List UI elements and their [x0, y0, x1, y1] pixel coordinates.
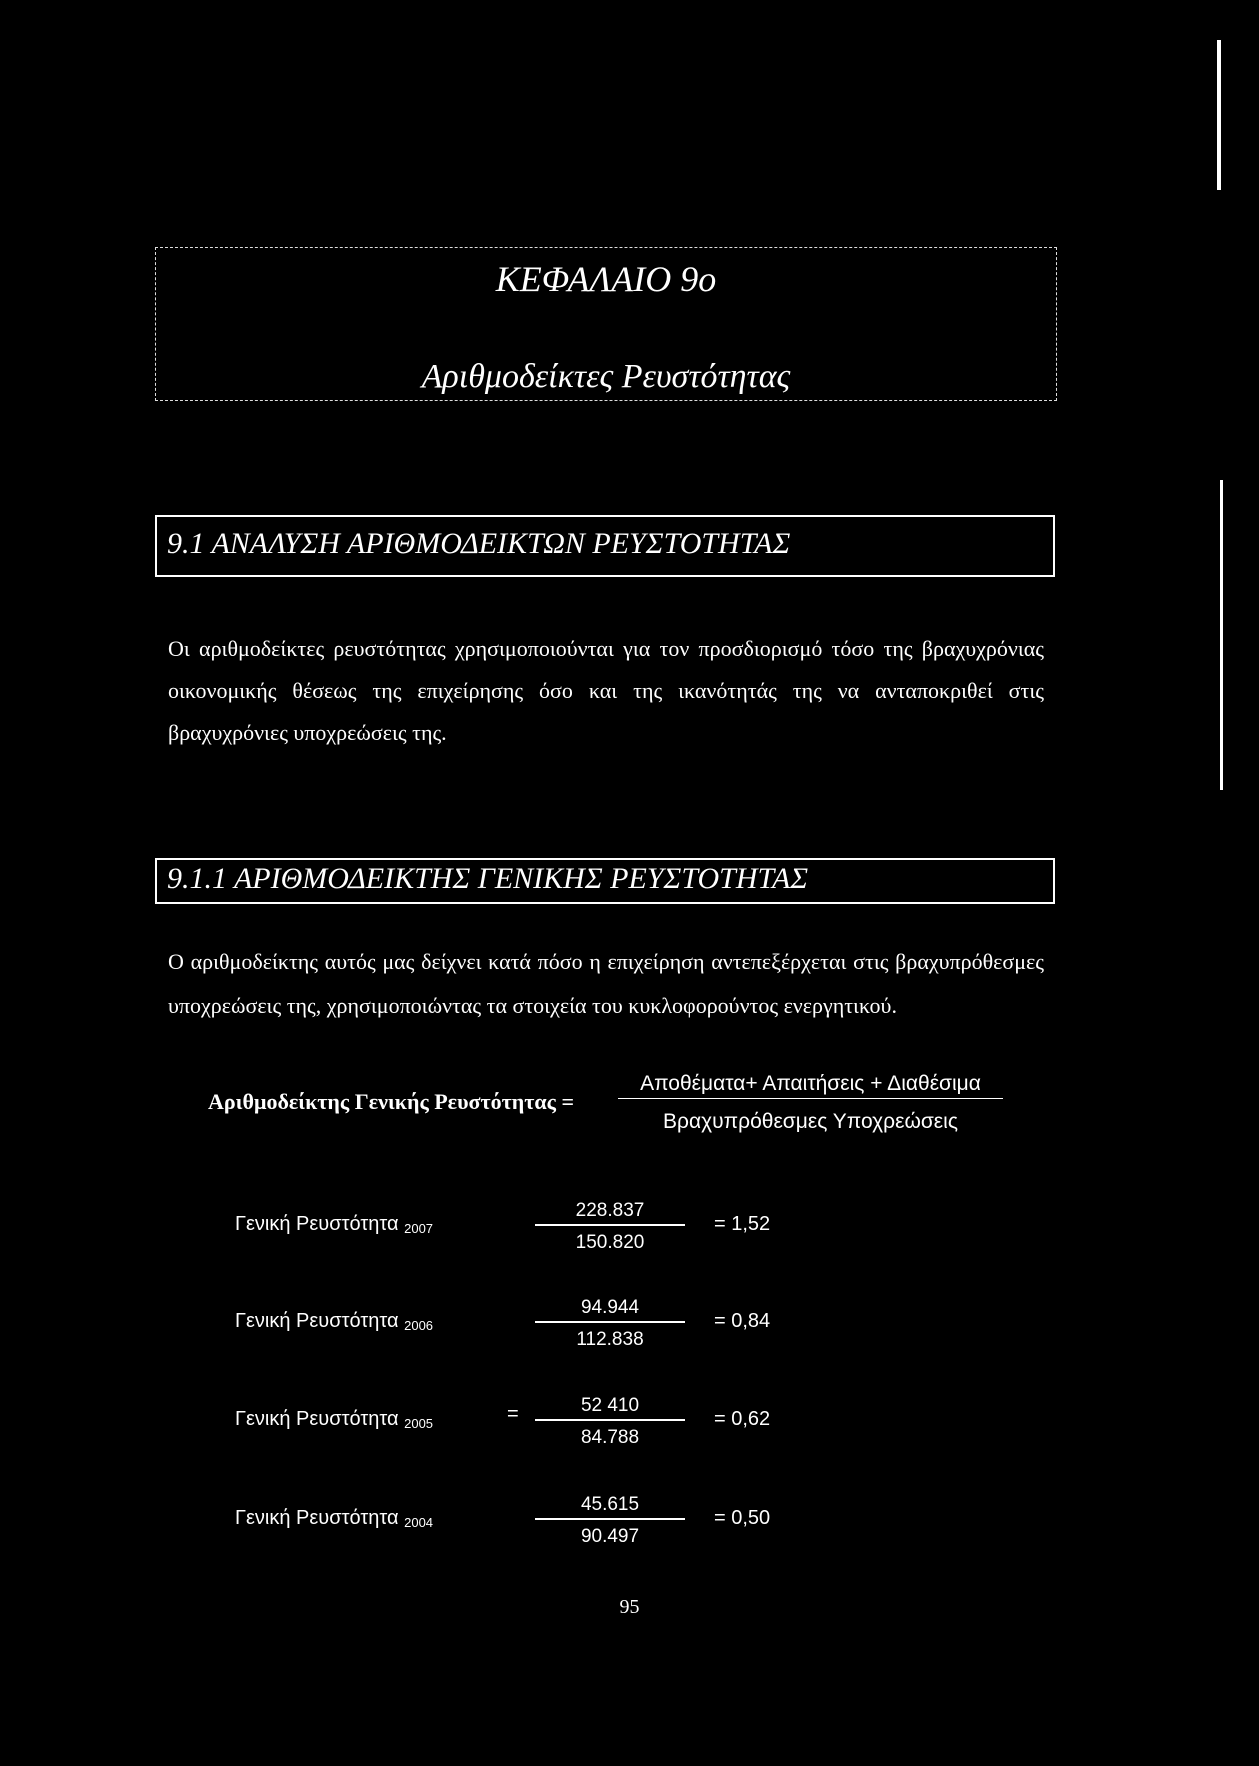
calc-fraction — [535, 1494, 685, 1548]
scan-edge-mark-middle — [1220, 480, 1223, 790]
calc-fraction — [535, 1200, 685, 1254]
chapter-title: ΚΕΦΑΛΑΙΟ 9ο — [495, 259, 717, 299]
fraction-bar — [535, 1321, 685, 1323]
calc-numerator: 228.837 — [575, 1200, 645, 1221]
fraction-bar — [535, 1224, 685, 1226]
page-number: 95 — [619, 1596, 640, 1618]
fraction-bar — [535, 1419, 685, 1421]
calc-result: = 1,52 — [714, 1213, 771, 1235]
calc-denominator: 150.820 — [575, 1232, 645, 1253]
chapter-subtitle: Αριθμοδείκτες Ρευστότητας — [421, 358, 791, 395]
fraction-bar — [535, 1518, 685, 1520]
calc-numerator: 52 410 — [580, 1395, 640, 1416]
subsection-paragraph: Ο αριθμοδείκτης αυτός μας δείχνει κατά πόσο η επιχείρηση αντεπεξέρχεται στις βραχυπρόθεσμες υποχρεώσεις της, χρησιμοποιώντας τα στοιχεία του κυκλοφορούντος ενεργητικού. — [168, 949, 1044, 1018]
calc-year: 2006 — [404, 1318, 434, 1333]
calc-result: = 0,50 — [714, 1507, 771, 1529]
calc-numerator: 94.944 — [580, 1297, 640, 1318]
subsection-title: 9.1.1 ΑΡΙΘΜΟΔΕΙΚΤΗΣ ΓΕΝΙΚΗΣ ΡΕΥΣΤΟΤΗΤΑΣ — [167, 862, 809, 895]
calc-label: Γενική Ρευστότητα $_{2005}$ — [235, 1408, 434, 1431]
calc-year: 2004 — [404, 1515, 434, 1530]
calc-numerator: 45.615 — [580, 1494, 640, 1515]
scan-edge-mark-top — [1217, 40, 1221, 190]
calc-result: = 0,62 — [714, 1408, 771, 1430]
calc-fraction — [535, 1395, 685, 1449]
calc-label: Γενική Ρευστότητα $_{2004}$ — [235, 1507, 434, 1530]
section-heading-box — [155, 515, 1055, 577]
calc-equals: = — [507, 1403, 519, 1425]
calc-denominator: 84.788 — [580, 1427, 640, 1448]
formula-denominator: Βραχυπρόθεσμες Υποχρεώσεις — [663, 1110, 958, 1133]
calc-fraction — [535, 1297, 685, 1351]
calc-label: Γενική Ρευστότητα $_{2006}$ — [235, 1310, 434, 1333]
section-paragraph: Οι αριθμοδείκτες ρευστότητας χρησιμοποιούνται για τον προσδιορισμό τόσο της βραχυχρόνιας οικονομικής θέσεως της επιχείρησης όσο και της ικανότητάς της να ανταποκριθεί στις βραχυχρόνιες υποχρεώσεις της. — [168, 636, 1044, 745]
calc-label: Γενική Ρευστότητα $_{2007}$ — [235, 1213, 434, 1236]
calc-denominator: 112.838 — [576, 1329, 644, 1350]
formula-label: Αριθμοδείκτης Γενικής Ρευστότητας = — [208, 1089, 574, 1114]
calc-year: 2005 — [404, 1416, 434, 1431]
subsection-heading-box — [155, 858, 1055, 904]
chapter-header-box — [155, 247, 1057, 401]
calc-denominator: 90.497 — [580, 1526, 640, 1547]
calc-result: = 0,84 — [714, 1310, 771, 1332]
section-title: 9.1 ΑΝΑΛΥΣΗ ΑΡΙΘΜΟΔΕΙΚΤΩΝ ΡΕΥΣΤΟΤΗΤΑΣ — [167, 527, 791, 560]
formula-numerator: Αποθέματα+ Απαιτήσεις + Διαθέσιμα — [618, 1072, 1003, 1099]
calc-year: 2007 — [404, 1221, 434, 1236]
